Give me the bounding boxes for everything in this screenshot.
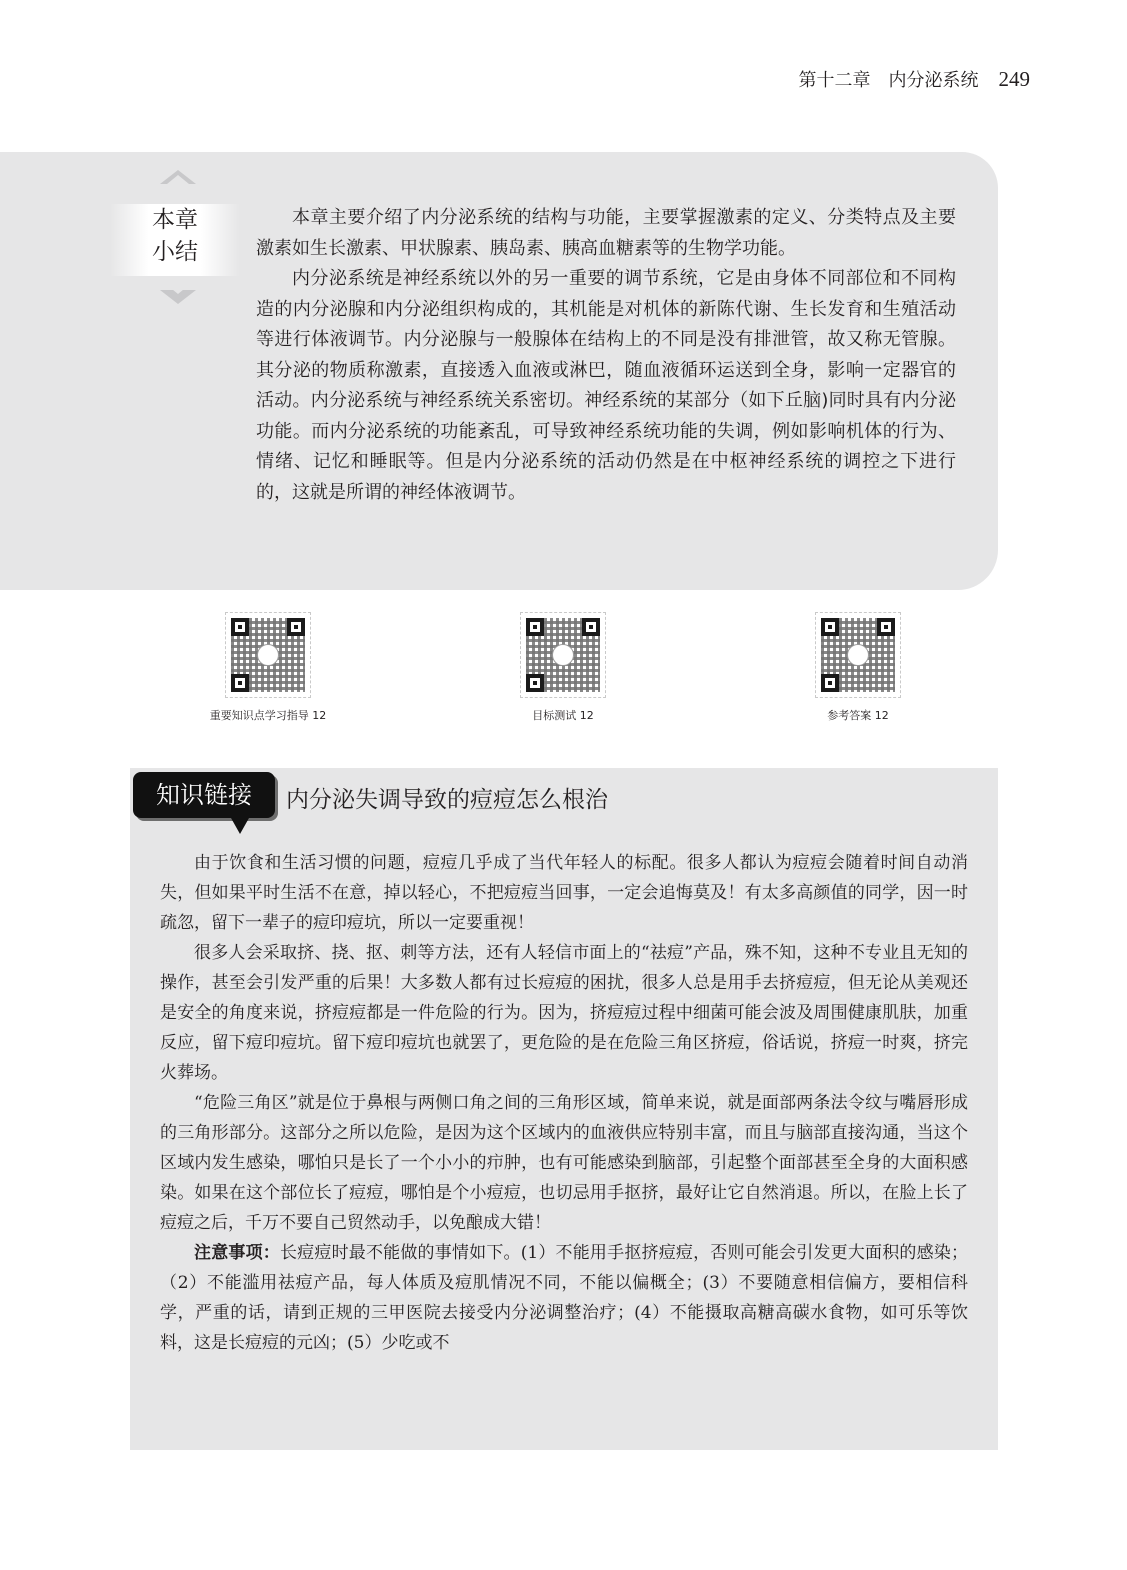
- knowledge-paragraph: 很多人会采取挤、挠、抠、刺等方法，还有人轻信市面上的“祛痘”产品，殊不知，这种不专业且无知的操作，甚至会引发严重的后果！大多数人都有过长痘痘的困扰，很多人总是用手去挤痘痘，但无论从美观还是安全的角度来说，挤痘痘都是一件危险的行为。因为，挤痘痘过程中细菌可能会波及周围健康肌肤，加重反应，留下痘印痘坑。留下痘印痘坑也就罢了，更危险的是在危险三角区挤痘，俗话说，挤痘一时爽，挤完火葬场。: [160, 943, 968, 1083]
- knowledge-link-tag-label: 知识链接: [156, 781, 252, 809]
- knowledge-link-text: [160, 848, 968, 1358]
- qr-label-study-guide: 重要知识点学习指导 12: [209, 709, 327, 722]
- note-text: 长痘痘时最不能做的事情如下。(1）不能用手抠挤痘痘，否则可能会引发更大面积的感染；（2）不能滥用祛痘产品，每人体质及痘肌情况不同，不能以偏概全；(3）不要随意相信偏方，要相信科学，严重的话，请到正规的三甲医院去接受内分泌调整治疗；(4）不能摄取高糖高碳水食物，如可乐等饮料，这是长痘痘的元凶；(5）少吃或不: [160, 1243, 969, 1353]
- running-header: [620, 66, 1030, 92]
- knowledge-note-paragraph: [160, 1238, 968, 1358]
- knowledge-paragraph: “危险三角区”就是位于鼻根与两侧口角之间的三角形区域，简单来说，就是面部两条法令纹与嘴唇形成的三角形部分。这部分之所以危险，是因为这个区域内的血液供应特别丰富，而且与脑部直接沟通，当这个区域内发生感染，哪怕只是长了一个小小的疖肿，也有可能感染到脑部，引起整个面部甚至全身的大面积感染。如果在这个部位长了痘痘，哪怕是个小痘痘，也切忌用手抠挤，最好让它自然消退。所以，在脸上长了痘痘之后，千万不要自己贸然动手，以免酿成大错！: [160, 1093, 968, 1233]
- page-number: 249: [998, 67, 1030, 91]
- note-label: 注意事项：: [194, 1243, 280, 1263]
- chapter-title: 第十二章 内分泌系统: [798, 70, 979, 91]
- summary-badge: [110, 204, 240, 276]
- summary-paragraph: 内分泌系统是神经系统以外的另一重要的调节系统，它是由身体不同部位和不同构造的内分泌腺和内分泌组织构成的，其机能是对机体的新陈代谢、生长发育和生殖活动等进行体液调节。内分泌腺与一般腺体在结构上的不同是没有排泄管，故又称无管腺。其分泌的物质称激素，直接透入血液或淋巴，随血液循环运送到全身，影响一定器官的活动。内分泌系统与神经系统关系密切。神经系统的某部分（如下丘脑)同时具有内分泌功能。而内分泌系统的功能紊乱，可导致神经系统功能的失调，例如影响机体的行为、情绪、记忆和睡眠等。但是内分泌系统的活动仍然是在中枢神经系统的调控之下进行的，这就是所谓的神经体液调节。: [256, 268, 956, 503]
- knowledge-link-title: 内分泌失调导致的痘痘怎么根治: [286, 787, 608, 813]
- summary-paragraph: 本章主要介绍了内分泌系统的结构与功能，主要掌握激素的定义、分类特点及主要激素如生长激素、甲状腺素、胰岛素、胰高血糖素等的生物学功能。: [256, 207, 956, 259]
- summary-badge-line2: 小结: [152, 239, 198, 265]
- summary-text: [256, 203, 956, 508]
- knowledge-paragraph: 由于饮食和生活习惯的问题，痘痘几乎成了当代年轻人的标配。很多人都认为痘痘会随着时间自动消失，但如果平时生活不在意，掉以轻心，不把痘痘当回事，一定会追悔莫及！有太多高颜值的同学，因一时疏忽，留下一辈子的痘印痘坑，所以一定要重视！: [160, 853, 968, 933]
- qr-code-icon[interactable]: [520, 612, 606, 698]
- summary-badge-line1: 本章: [152, 207, 198, 233]
- chevron-up-icon: [160, 170, 196, 184]
- qr-label-answers: 参考答案 12: [827, 709, 889, 722]
- qr-code-icon[interactable]: [225, 612, 311, 698]
- qr-code-icon[interactable]: [815, 612, 901, 698]
- qr-label-target-test: 目标测试 12: [532, 709, 594, 722]
- chevron-down-icon: [160, 290, 196, 304]
- knowledge-link-tag: [133, 772, 275, 818]
